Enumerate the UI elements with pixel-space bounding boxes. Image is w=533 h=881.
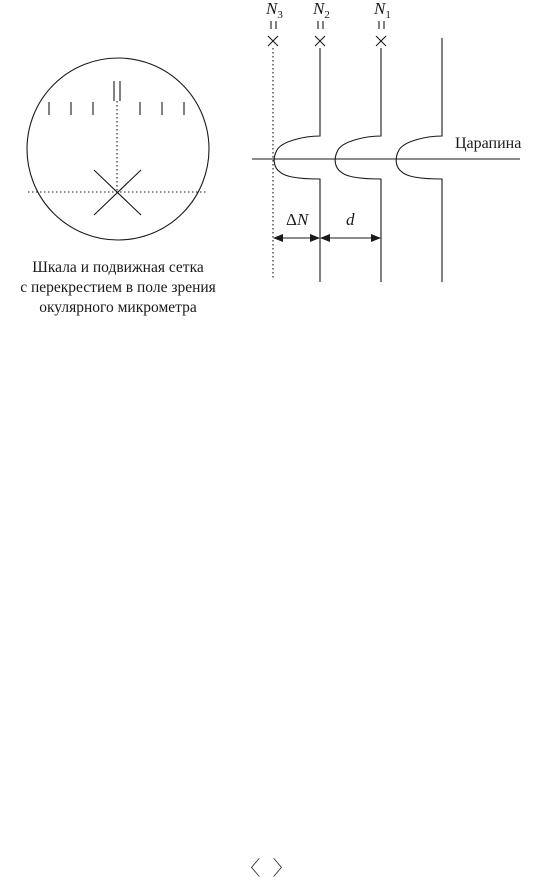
fringe-line-n2	[274, 48, 320, 282]
fringe-line-n1	[335, 48, 381, 282]
fringe-line-right	[396, 38, 442, 282]
fringe-labels	[265, 0, 521, 229]
next-page-button[interactable]: 〉	[272, 856, 293, 880]
label-ticks-n3	[271, 21, 276, 29]
d-label: d	[346, 210, 355, 229]
cross-marker-n2	[315, 36, 325, 46]
caption-line: с перекрестием в поле зрения	[20, 279, 216, 296]
eyepiece-field	[27, 58, 209, 240]
label-n3: $N_3$	[266, 0, 283, 21]
field-of-view-circle	[27, 58, 209, 240]
cross-marker-n1	[376, 36, 386, 46]
caption-line: Шкала и подвижная сетка	[32, 259, 204, 276]
label-n2: $N_2$	[313, 0, 330, 21]
cross-marker-n3	[268, 36, 278, 46]
caption-line: окулярного микрометра	[39, 299, 197, 316]
page-navigation	[0, 852, 533, 881]
label-n1: $N_1$	[374, 0, 391, 21]
eyepiece-caption	[0, 258, 236, 318]
delta-n-label: ΔN	[286, 210, 309, 229]
label-ticks-n2	[318, 21, 323, 29]
scratch-label: Царапина	[455, 135, 522, 152]
label-ticks-n1	[379, 21, 384, 29]
prev-page-button[interactable]: 〈	[240, 856, 261, 880]
